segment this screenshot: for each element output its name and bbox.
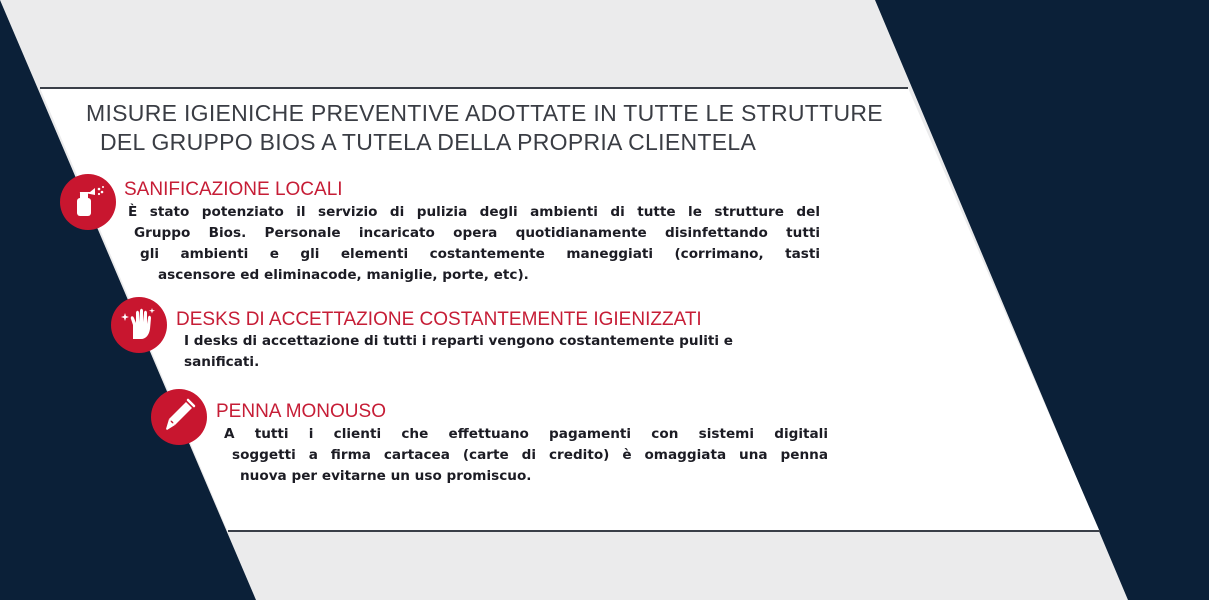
section-heading: DESKS DI ACCETTAZIONE COSTANTEMENTE IGIENIZZATI <box>176 309 702 330</box>
body-line: I desks di accettazione di tutti i reparti vengono costantemente puliti e <box>184 333 734 349</box>
card-top-edge <box>40 87 908 89</box>
body-line: soggetti a firma cartacea (carte di credito) è omaggiata una penna <box>232 447 828 463</box>
body-line: sanificati. <box>184 354 260 370</box>
body-line: A tutti i clienti che effettuano pagamenti con sistemi digitali <box>224 426 828 442</box>
section-heading: PENNA MONOUSO <box>216 401 386 422</box>
pen-icon <box>151 389 207 445</box>
section-body <box>128 202 820 286</box>
section-body <box>184 331 733 373</box>
sanitized-hand-icon <box>111 297 167 353</box>
section-body <box>224 424 828 487</box>
body-line: Gruppo Bios. Personale incaricato opera quotidianamente disinfettando tutti <box>134 225 820 241</box>
body-line: nuova per evitarne un uso promiscuo. <box>240 468 532 484</box>
body-line: ascensore ed eliminacode, maniglie, porte, etc). <box>158 267 529 283</box>
page-title-line-2: DEL GRUPPO BIOS A TUTELA DELLA PROPRIA CLIENTELA <box>100 129 757 155</box>
section-heading: SANIFICAZIONE LOCALI <box>124 179 343 200</box>
card-bottom-edge <box>228 530 1100 532</box>
body-line: gli ambienti e gli elementi costantemente maneggiati (corrimano, tasti <box>140 246 820 262</box>
spray-bottle-icon <box>60 174 116 230</box>
page-title-line-1: MISURE IGIENICHE PREVENTIVE ADOTTATE IN TUTTE LE STRUTTURE <box>86 100 883 126</box>
body-line: È stato potenziato il servizio di pulizia degli ambienti di tutte le strutture del <box>128 204 820 220</box>
